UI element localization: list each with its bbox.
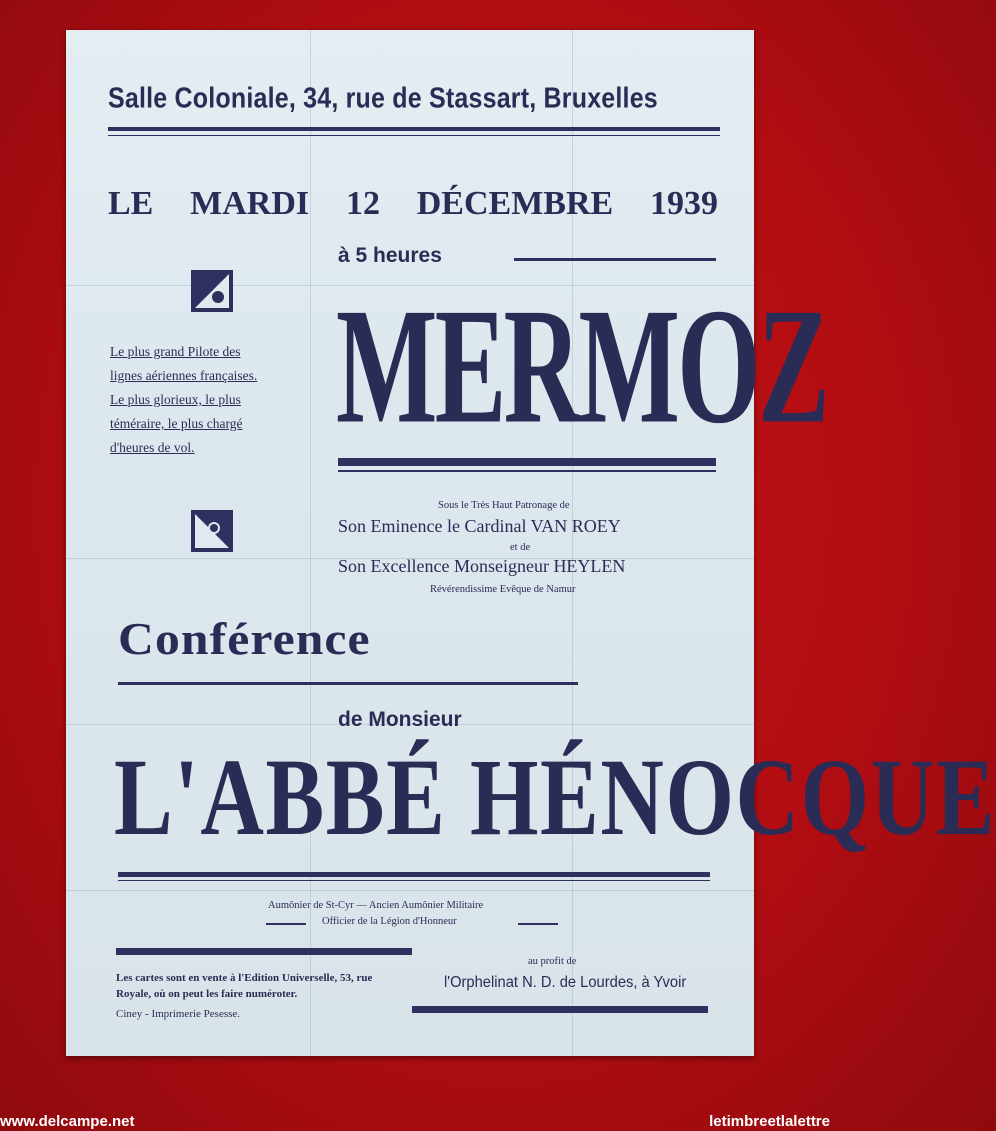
rule — [518, 923, 558, 925]
patronage-joiner: et de — [510, 542, 531, 553]
description-line: téméraire, le plus chargé — [110, 416, 243, 431]
date-word: 12 — [345, 185, 380, 222]
fold-line — [66, 890, 754, 891]
speaker-title-line: Officier de la Légion d'Honneur — [322, 916, 457, 927]
speaker-name: L'ABBÉ HÉNOCQUE — [114, 736, 996, 858]
rule — [338, 470, 716, 472]
rule — [116, 948, 412, 955]
speaker-title-line: Aumônier de St-Cyr — Ancien Aumônier Militaire — [268, 900, 484, 911]
date-word: MARDI — [190, 185, 310, 222]
patron-bishop: Son Excellence Monseigneur HEYLEN — [338, 556, 626, 576]
pilot-description — [110, 340, 314, 460]
time-line: à 5 heures — [338, 244, 442, 267]
fold-line — [572, 30, 573, 1056]
rule — [118, 880, 710, 881]
rule — [338, 458, 716, 466]
patron-cardinal: Son Eminence le Cardinal VAN ROEY — [338, 516, 621, 536]
speaker-prefix: de Monsieur — [338, 708, 462, 731]
logo-emblem-icon — [191, 510, 233, 552]
ticket-info-line: Les cartes sont en vente à l'Edition Universelle, 53, rue — [116, 972, 373, 984]
bishop-title: Révérendissime Evêque de Namur — [430, 584, 576, 595]
event-type: Conférence — [118, 613, 371, 664]
rule — [108, 127, 720, 131]
benefit-intro: au profit de — [528, 956, 577, 967]
patronage-intro: Sous le Très Haut Patronage de — [438, 500, 570, 511]
rule — [514, 258, 716, 261]
date-word: LE — [108, 185, 154, 222]
watermark-left: www.delcampe.net — [0, 1113, 135, 1130]
rule — [108, 135, 720, 136]
venue-line: Salle Coloniale, 34, rue de Stassart, Bruxelles — [108, 82, 658, 115]
description-line: Le plus grand Pilote des — [110, 344, 241, 359]
logo-emblem-icon — [191, 270, 233, 312]
rule — [118, 682, 578, 685]
description-line: d'heures de vol. — [110, 440, 195, 455]
benefit-orphanage: l'Orphelinat N. D. de Lourdes, à Yvoir — [444, 974, 687, 991]
description-line: lignes aériennes françaises. — [110, 368, 258, 383]
rule — [118, 872, 710, 877]
rule — [266, 923, 306, 925]
date-line — [108, 185, 718, 223]
printer-credit: Ciney - Imprimerie Pesesse. — [116, 1008, 241, 1020]
description-line: Le plus glorieux, le plus — [110, 392, 241, 407]
date-word: DÉCEMBRE — [416, 185, 614, 222]
date-word: 1939 — [650, 185, 718, 222]
rule — [412, 1006, 708, 1013]
headline-mermoz: MERMOZ — [336, 274, 827, 459]
ticket-info-line: Royale, où on peut les faire numéroter. — [116, 988, 298, 1000]
poster — [66, 30, 996, 1056]
watermark-right: letimbreetlalettre — [709, 1113, 830, 1130]
